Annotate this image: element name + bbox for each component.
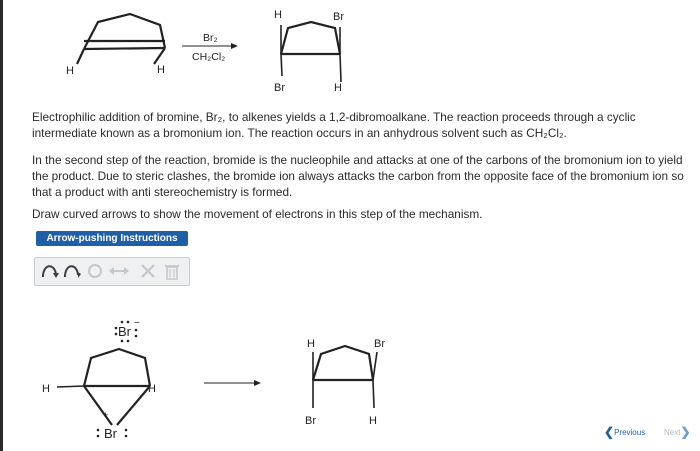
arrow-pushing-instructions-button[interactable]: Arrow-pushing Instructions bbox=[36, 231, 188, 246]
chevron-left-icon: ❮ bbox=[604, 425, 615, 439]
product-h-bottom: H bbox=[334, 82, 342, 94]
reactant-cyclopentene bbox=[77, 14, 165, 64]
resonance-arrow-icon[interactable] bbox=[107, 261, 131, 281]
previous-button[interactable] bbox=[604, 425, 652, 439]
arrow-toolbar bbox=[34, 257, 190, 286]
reactant-h-left: H bbox=[66, 65, 74, 77]
next-label: Next bbox=[664, 428, 681, 437]
mech-product-h-top: H bbox=[307, 338, 315, 350]
bromonium-br-label: Br bbox=[104, 426, 117, 441]
trash-icon[interactable] bbox=[162, 261, 182, 281]
half-arrow-icon[interactable] bbox=[62, 261, 82, 281]
step-paragraph: In the second step of the reaction, bromide is the nucleophile and attacks at one of the carbons of the bromonium ion to yield the product. Due to steric clashes, the bromide ion always attacks the carbon from the opposite face of the bromonium ion so that a product with anti stereochemistry is formed. bbox=[32, 153, 684, 199]
previous-label: Previous bbox=[614, 428, 646, 437]
product-br-top: Br bbox=[333, 11, 344, 23]
reagent-br2: Br₂ bbox=[203, 32, 218, 44]
bromide-ion bbox=[115, 318, 140, 342]
intro-paragraph: Electrophilic addition of bromine, Br₂, to alkenes yields a 1,2-dibromoalkane. The reaction proceeds through a cyclic intermediate known as a bromonium ion. The reaction occurs in an anhydrous solvent such as CH₂Cl₂. bbox=[32, 110, 636, 140]
curved-arrow-icon[interactable] bbox=[40, 261, 60, 281]
bromonium-h-left: H bbox=[42, 383, 50, 395]
bromide-charge: − bbox=[134, 318, 140, 329]
task-paragraph: Draw curved arrows to show the movement of electrons in this step of the mechanism. bbox=[32, 207, 483, 221]
product-h-top: H bbox=[274, 9, 282, 21]
mechanism-product bbox=[313, 346, 377, 408]
mech-product-br-top: Br bbox=[374, 338, 385, 350]
chevron-right-icon: ❯ bbox=[680, 425, 691, 439]
lone-pair-ring-icon[interactable] bbox=[85, 261, 105, 281]
product-br-bottom: Br bbox=[274, 82, 285, 94]
mech-product-h-bottom: H bbox=[369, 415, 377, 427]
next-button[interactable] bbox=[664, 425, 696, 439]
reactant-h-right: H bbox=[157, 64, 165, 76]
close-icon[interactable] bbox=[138, 261, 158, 281]
product-dibromocyclopentane bbox=[281, 22, 341, 82]
mech-product-br-bottom: Br bbox=[305, 415, 316, 427]
bromide-label: Br bbox=[118, 324, 131, 339]
bromonium-charge: + bbox=[103, 410, 109, 420]
bromonium-h-right: H bbox=[148, 383, 156, 395]
reagent-ch2cl2: CH₂Cl₂ bbox=[192, 51, 226, 63]
